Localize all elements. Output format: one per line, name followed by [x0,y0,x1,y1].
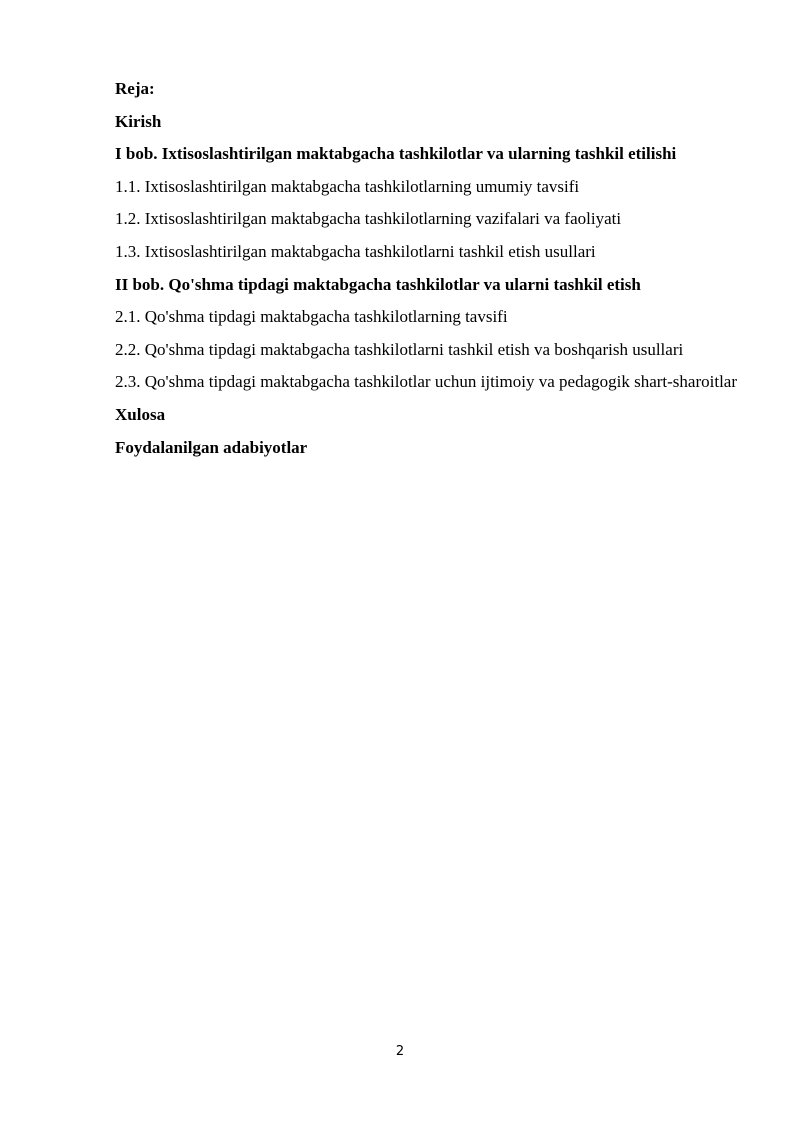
section-2-1: 2.1. Qo'shma tipdagi maktabgacha tashkilotlarning tavsifi [115,307,508,327]
chapter-2-title: II bob. Qo'shma tipdagi maktabgacha tashkilotlar va ularni tashkil etish [115,274,641,294]
toc-heading: Reja: [115,79,155,98]
page-number: 2 [395,1044,405,1059]
section-1-3: 1.3. Ixtisoslashtirilgan maktabgacha tashkilotlarni tashkil etish usullari [115,241,596,261]
toc-conclusion: Xulosa [115,404,166,424]
section-1-2: 1.2. Ixtisoslashtirilgan maktabgacha tashkilotlarning vazifalari va faoliyati [115,209,622,229]
section-2-2: 2.2. Qo'shma tipdagi maktabgacha tashkilotlarni tashkil etish va boshqarish usullari [115,339,684,359]
table-of-contents [115,73,742,464]
section-1-1: 1.1. Ixtisoslashtirilgan maktabgacha tashkilotlarning umumiy tavsifi [115,176,580,196]
toc-references: Foydalanilgan adabiyotlar [115,437,308,457]
toc-intro: Kirish [115,111,162,131]
chapter-1-title: I bob. Ixtisoslashtirilgan maktabgacha tashkilotlar va ularning tashkil etilishi [115,144,677,164]
section-2-3: 2.3. Qo'shma tipdagi maktabgacha tashkilotlar uchun ijtimoiy va pedagogik shart-sharoitlar [115,372,737,392]
